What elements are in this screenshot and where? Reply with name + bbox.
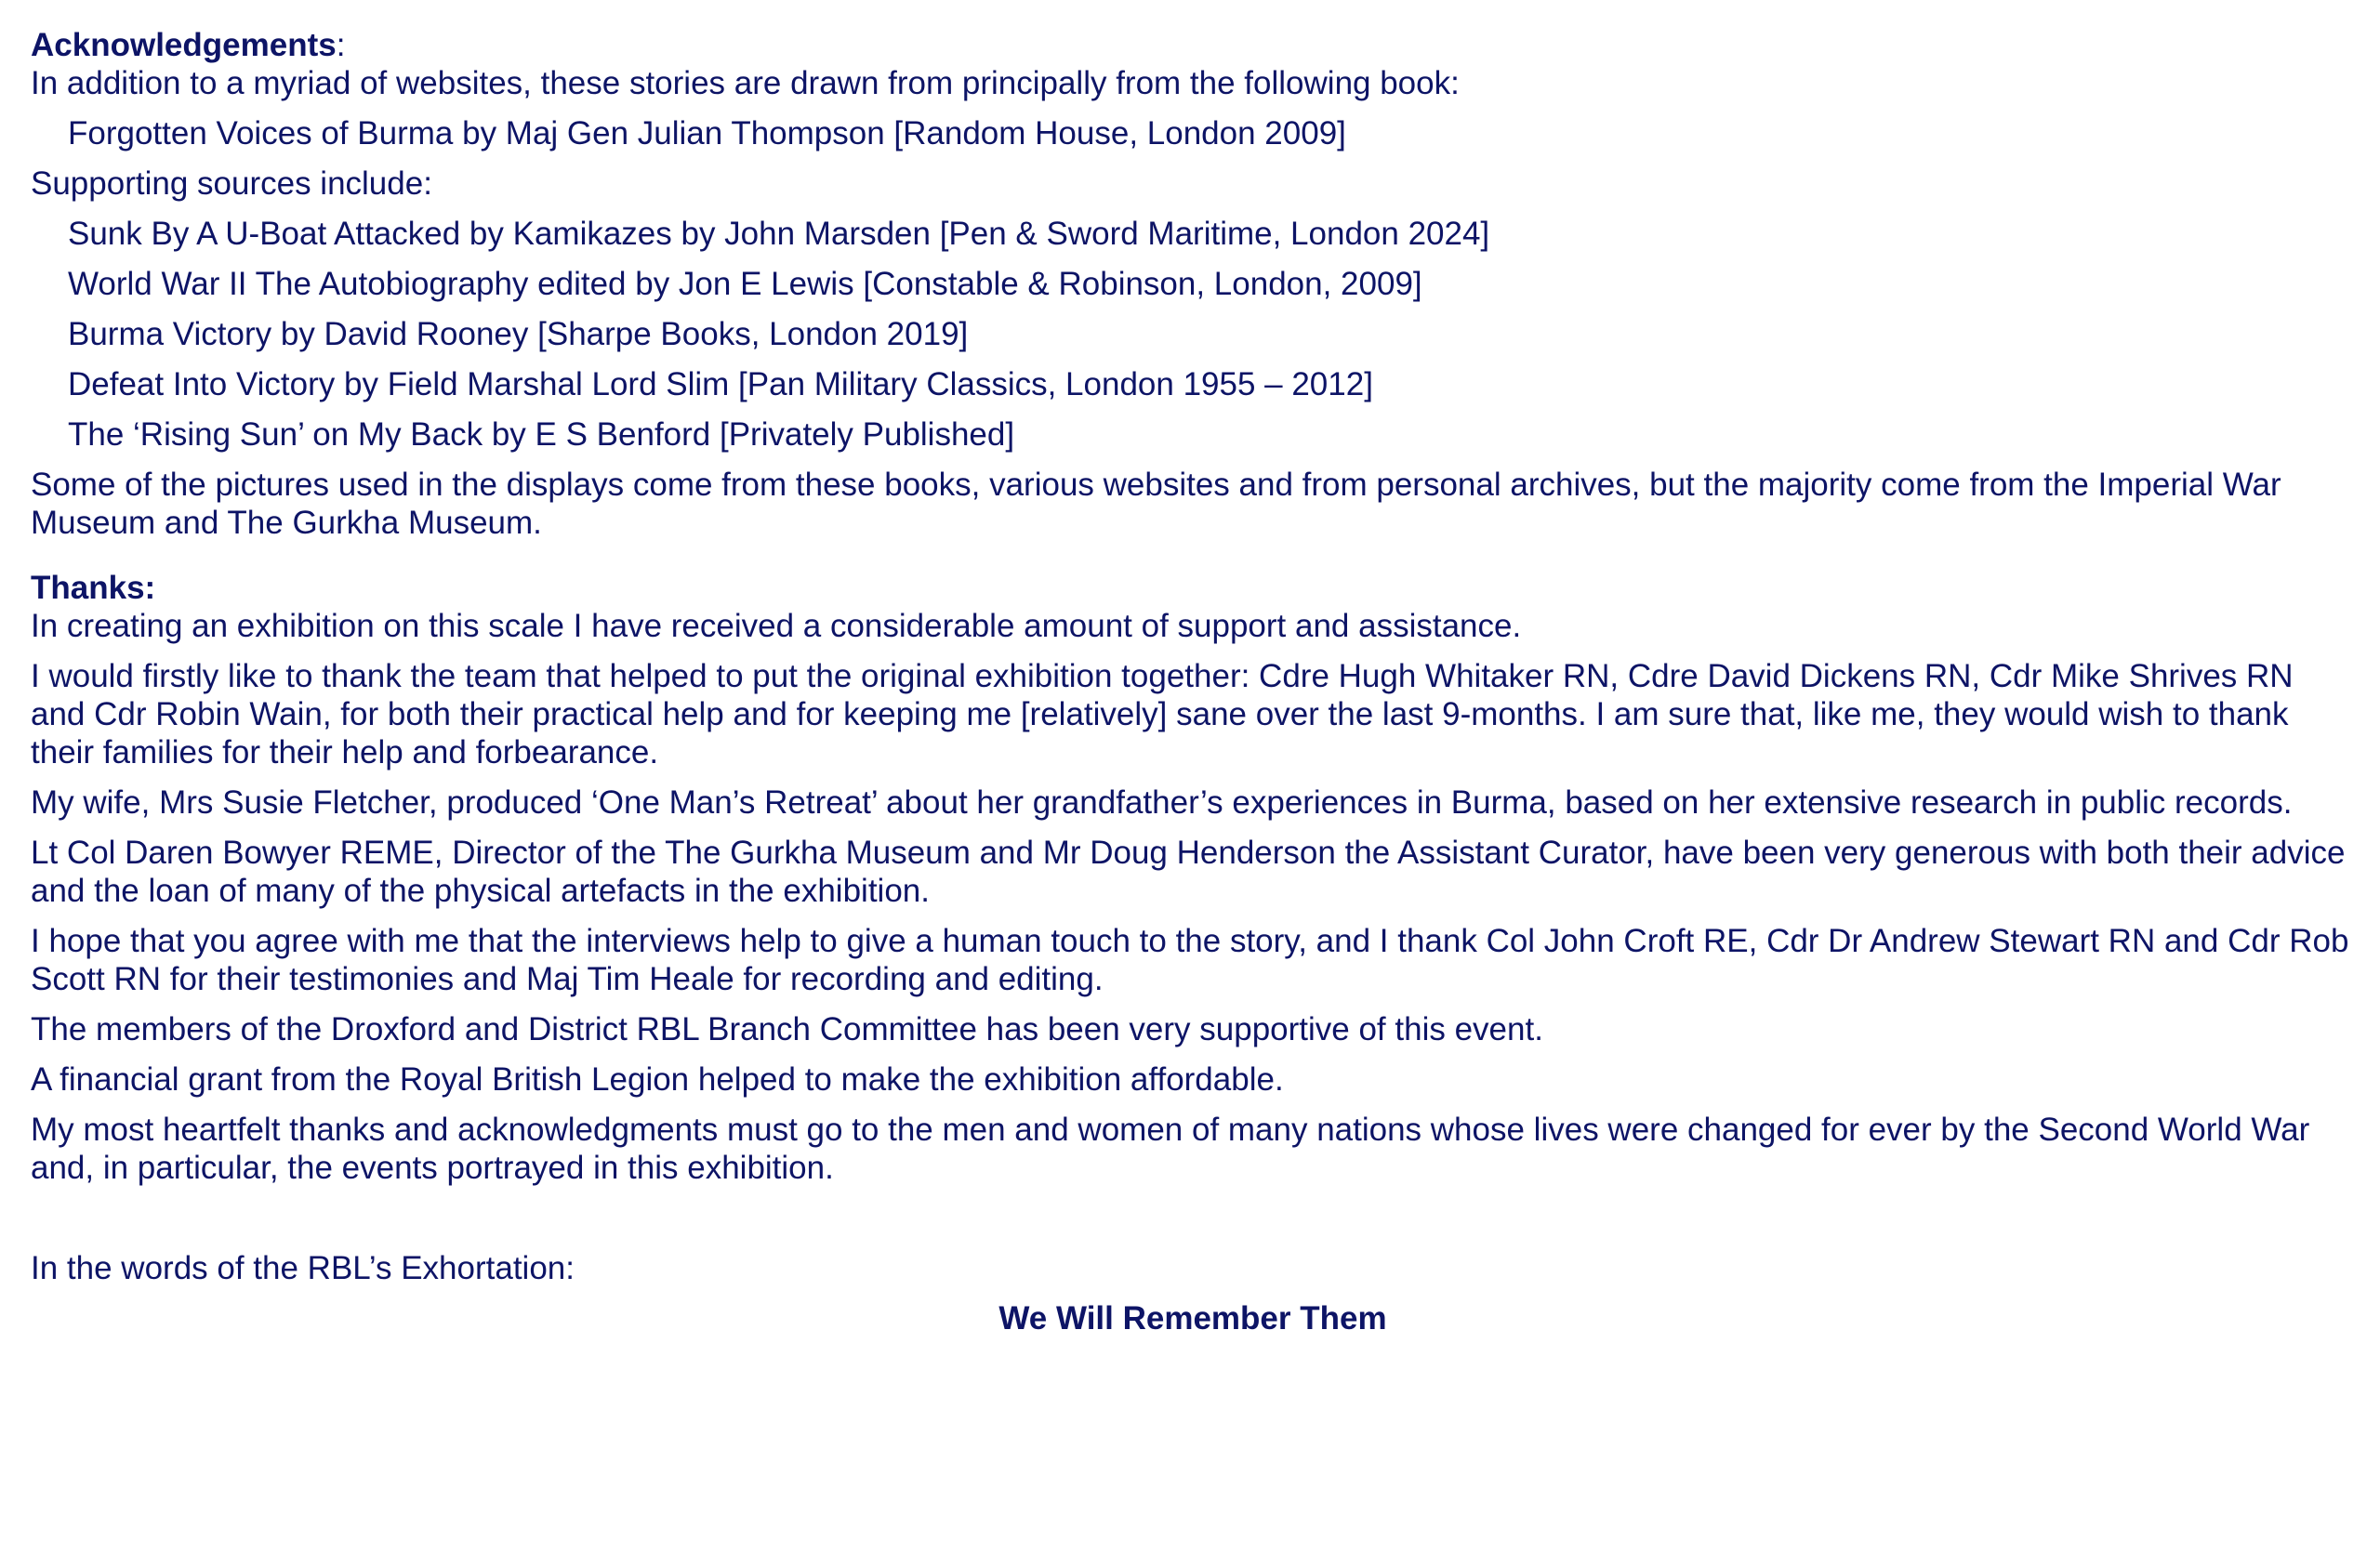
thanks-paragraph: A financial grant from the Royal British Legion helped to make the exhibition affordable. (31, 1061, 1284, 1098)
acknowledgements-heading-colon: : (336, 27, 346, 63)
exhortation-text: We Will Remember Them (998, 1300, 1387, 1337)
main-book-source: Forgotten Voices of Burma by Maj Gen Julian Thompson [Random House, London 2009] (68, 115, 1346, 151)
thanks-paragraph: In creating an exhibition on this scale I have received a considerable amount of support and assistance. (31, 608, 1522, 644)
supporting-source-item: Defeat Into Victory by Field Marshal Lord Slim [Pan Military Classics, London 1955 – 2012] (68, 366, 1373, 402)
acknowledgements-intro: In addition to a myriad of websites, these stories are drawn from principally from the following book: (31, 65, 1460, 101)
thanks-heading-line (31, 569, 2355, 607)
thanks-paragraph: I hope that you agree with me that the interviews help to give a human touch to the story, and I thank Col John Croft RE, Cdr Dr Andrew Stewart RN and Cdr Rob Scott RN for their testimonies and Maj Tim Heale for recording and editing. (31, 923, 2349, 997)
supporting-source-item: Burma Victory by David Rooney [Sharpe Books, London 2019] (68, 316, 969, 352)
supporting-source-item: Sunk By A U-Boat Attacked by Kamikazes by John Marsden [Pen & Sword Maritime, London 2024] (68, 216, 1490, 252)
thanks-heading: Thanks: (31, 570, 156, 606)
thanks-paragraph: Lt Col Daren Bowyer REME, Director of the The Gurkha Museum and Mr Doug Henderson the Assistant Curator, have been very generous with both their advice and the loan of many of the physical artefacts in the exhibition. (31, 835, 2346, 909)
thanks-paragraph: My wife, Mrs Susie Fletcher, produced ‘One Man’s Retreat’ about her grandfather’s experiences in Burma, based on her extensive research in public records. (31, 784, 2293, 821)
acknowledgements-heading: Acknowledgements (31, 27, 337, 63)
acknowledgements-heading-line (31, 26, 2355, 64)
thanks-paragraph: The members of the Droxford and District RBL Branch Committee has been very supportive of this event. (31, 1011, 1543, 1047)
supporting-source-item: World War II The Autobiography edited by Jon E Lewis [Constable & Robinson, London, 2009] (68, 266, 1422, 302)
thanks-paragraph: My most heartfelt thanks and acknowledgments must go to the men and women of many nations whose lives were changed for ever by the Second World War and, in particular, the events portrayed in this exhibition. (31, 1112, 2310, 1186)
supporting-source-item: The ‘Rising Sun’ on My Back by E S Benford [Privately Published] (68, 416, 1015, 453)
exhortation-lead: In the words of the RBL’s Exhortation: (31, 1250, 575, 1286)
pictures-note: Some of the pictures used in the displays come from these books, various websites and from personal archives, but the majority come from the Imperial War Museum and The Gurkha Museum. (31, 467, 2281, 541)
document-page (31, 26, 2355, 1337)
thanks-paragraph: I would firstly like to thank the team that helped to put the original exhibition together: Cdre Hugh Whitaker RN, Cdre David Dickens RN, Cdr Mike Shrives RN and Cdr Robin Wain, for both their practical help and for keeping me [relatively] sane over the last 9-months. I am sure that, like me, they would wish to thank their families for their help and forbearance. (31, 658, 2294, 770)
supporting-sources-label: Supporting sources include: (31, 165, 432, 202)
